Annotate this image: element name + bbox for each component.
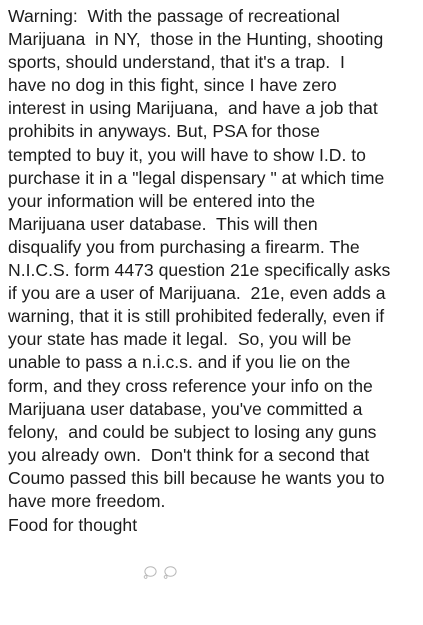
post-line: warning, that it is still prohibited federally, even if	[8, 306, 385, 327]
post-line: interest in using Marijuana, and have a job that	[8, 98, 378, 119]
post-line: purchase it in a "legal dispensary " at which time	[8, 167, 385, 188]
post-line: sports, should understand, that it's a trap. I	[8, 52, 345, 73]
post-line: Marijuana in NY, those in the Hunting, shooting	[8, 29, 384, 50]
post-line: Warning: With the passage of recreational	[8, 6, 340, 26]
post-line: if you are a user of Marijuana. 21e, even adds a	[8, 283, 386, 304]
footer-text: Food for thought	[8, 515, 138, 536]
post-line: have more freedom.	[8, 490, 166, 511]
post-line: unable to pass a n.i.c.s. and if you lie on the	[8, 352, 351, 373]
post-footer	[8, 514, 420, 537]
post-line: tempted to buy it, you will have to show I.D. to	[8, 144, 366, 165]
post-line: Marijuana user database. This will then	[8, 213, 318, 234]
post-line: felony, and could be subject to losing any guns	[8, 421, 377, 442]
post-line: form, and they cross reference your info on the	[8, 375, 373, 396]
thought-bubble-icon	[163, 519, 177, 533]
post-line: have no dog in this fight, since I have zero	[8, 75, 337, 96]
post-line: you already own. Don't think for a second that	[8, 444, 370, 465]
post-line: Marijuana user database, you've committed a	[8, 398, 363, 419]
post-line: disqualify you from purchasing a firearm. The	[8, 236, 360, 257]
post-body	[8, 5, 420, 537]
thought-bubble-icon	[143, 519, 157, 533]
post-line: your state has made it legal. So, you will be	[8, 329, 352, 350]
post-line: N.I.C.S. form 4473 question 21e specifically asks	[8, 260, 391, 281]
post-line: Coumo passed this bill because he wants you to	[8, 467, 385, 488]
post-line: your information will be entered into the	[8, 190, 316, 211]
post-line: prohibits in anyways. But, PSA for those	[8, 121, 320, 142]
